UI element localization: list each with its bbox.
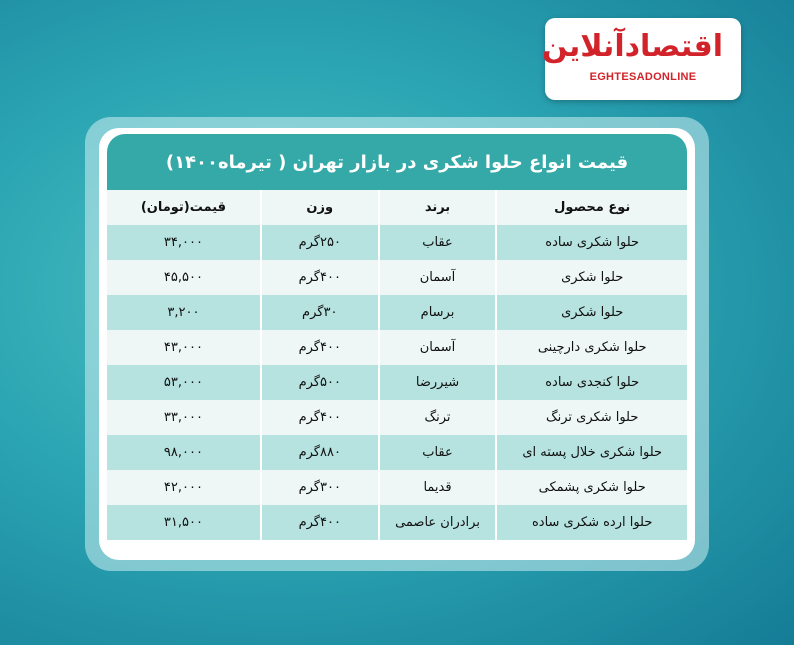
cell-brand: آسمان — [378, 330, 496, 365]
table-row — [107, 470, 687, 505]
header-price: قیمت(تومان) — [107, 190, 260, 225]
cell-brand: برسام — [378, 295, 496, 330]
logo-persian-text: اقتصادآنلاین — [542, 29, 723, 64]
cell-price: ۳۱,۵۰۰ — [107, 505, 260, 540]
logo — [542, 18, 741, 100]
cell-price: ۹۸,۰۰۰ — [107, 435, 260, 470]
cell-weight: ۴۰۰گرم — [260, 505, 378, 540]
table-title: قیمت انواع حلوا شکری در بازار تهران ( تیرماه۱۴۰۰) — [107, 134, 687, 190]
cell-price: ۳۳,۰۰۰ — [107, 400, 260, 435]
cell-weight: ۸۸۰گرم — [260, 435, 378, 470]
cell-price: ۳,۲۰۰ — [107, 295, 260, 330]
cell-product: حلوا شکری پشمکی — [495, 470, 687, 505]
cell-price: ۴۲,۰۰۰ — [107, 470, 260, 505]
cell-weight: ۳۰گرم — [260, 295, 378, 330]
cell-brand: ترنگ — [378, 400, 496, 435]
price-card — [99, 128, 695, 560]
cell-brand: شیررضا — [378, 365, 496, 400]
cell-product: حلوا کنجدی ساده — [495, 365, 687, 400]
table-row — [107, 365, 687, 400]
cell-weight: ۲۵۰گرم — [260, 225, 378, 260]
cell-product: حلوا شکری دارچینی — [495, 330, 687, 365]
logo-english-text: EGHTESADONLINE — [589, 71, 697, 83]
cell-price: ۵۳,۰۰۰ — [107, 365, 260, 400]
table-row — [107, 295, 687, 330]
table-row — [107, 330, 687, 365]
cell-weight: ۳۰۰گرم — [260, 470, 378, 505]
header-weight: وزن — [260, 190, 378, 225]
cell-brand: عقاب — [378, 435, 496, 470]
cell-product: حلوا شکری خلال پسته ای — [495, 435, 687, 470]
cell-price: ۴۳,۰۰۰ — [107, 330, 260, 365]
table-row — [107, 505, 687, 540]
table-row — [107, 435, 687, 470]
header-product: نوع محصول — [495, 190, 687, 225]
cell-weight: ۴۰۰گرم — [260, 400, 378, 435]
table-row — [107, 225, 687, 260]
cell-product: حلوا شکری ساده — [495, 225, 687, 260]
table-header-row — [107, 190, 687, 225]
cell-weight: ۴۰۰گرم — [260, 330, 378, 365]
cell-weight: ۴۰۰گرم — [260, 260, 378, 295]
cell-brand: عقاب — [378, 225, 496, 260]
cell-price: ۴۵,۵۰۰ — [107, 260, 260, 295]
table-row — [107, 400, 687, 435]
cell-weight: ۵۰۰گرم — [260, 365, 378, 400]
cell-product: حلوا شکری — [495, 260, 687, 295]
cell-brand: آسمان — [378, 260, 496, 295]
price-table — [107, 190, 687, 540]
cell-product: حلوا شکری ترنگ — [495, 400, 687, 435]
table-row — [107, 260, 687, 295]
cell-product: حلوا شکری — [495, 295, 687, 330]
header-brand: برند — [378, 190, 496, 225]
cell-brand: برادران عاصمی — [378, 505, 496, 540]
cell-price: ۳۴,۰۰۰ — [107, 225, 260, 260]
cell-product: حلوا ارده شکری ساده — [495, 505, 687, 540]
cell-brand: قدیما — [378, 470, 496, 505]
